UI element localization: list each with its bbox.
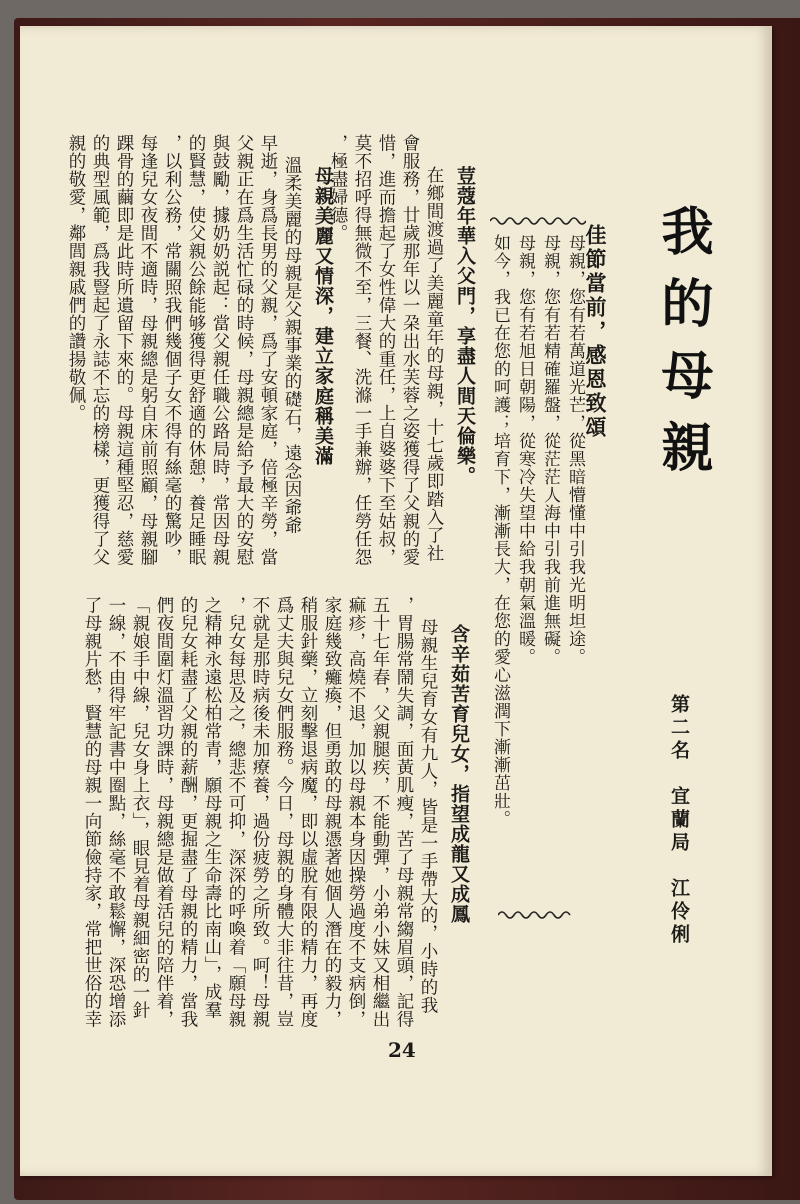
section3-line-10: 之精神永遠松柏常青，願母親之生命壽比南山」，成羣 xyxy=(202,596,222,1020)
section3-line-11: 的兒女耗盡了父親的薪酬，更掘盡了母親的精力，當我 xyxy=(178,596,198,1028)
section3-line-5: 家庭幾致癱瘓，但勇敢的母親憑著她個人潛在的毅力， xyxy=(322,596,342,1028)
section1-line-2: 會服務，廿歲那年以一朶出水芙蓉之姿獲得了父親的愛 xyxy=(400,134,420,566)
section3-line-14: 一線，不由得牢記書中圈點，絲毫不敢鬆懈，深恐增添 xyxy=(106,596,126,1028)
section3-line-9: ，兒女每思及之，總悲不可抑，深深的呼喚着「願母親 xyxy=(226,596,246,1028)
section2-line-5: 的賢慧，使父親公餘能够獲得更舒適的休憩，養足睡眠 xyxy=(186,134,206,566)
section2-line-6: ，以利公務，常關照我們幾個子女不得有絲毫的驚吵， xyxy=(162,134,182,566)
section1-line-4: 莫不招呼得無微不至，三餐、洗滌一手兼辦，任勞任怨 xyxy=(352,134,372,566)
section3-heading: 含辛茹苦育兒女，指望成龍又成鳳 xyxy=(448,624,470,924)
section3-line-3: 五十七年春，父親腿疾，不能動彈，小弟小妹又相繼出 xyxy=(370,596,390,1028)
section1-line-3: 惜，進而擔起了女性偉大的重任，上自婆婆下至姑叔， xyxy=(376,134,396,566)
section1-line-5: ，極盡婦德。 xyxy=(328,134,348,242)
section3-line-4: 痲疹，高燒不退，加以母親本身因操勞過度不支病倒， xyxy=(346,596,366,1028)
section3-line-7: 爲丈夫與兒女們服務。今日，母親的身體大非往昔，豈 xyxy=(274,596,294,1028)
book-page xyxy=(20,26,772,1176)
poem-line-3: 母親，您有若旭日朝陽，從寒冷失望中給我朝氣溫暖。 xyxy=(515,234,535,666)
section2-line-3: 父親正在爲生活忙碌的時候，母親總是給予最大的安慰 xyxy=(234,134,254,566)
section3-line-2: ，胃腸常鬧失調，面黃肌瘦，苦了母親常縐眉頭，記得 xyxy=(394,596,414,1028)
poem-heading: 佳節當前，感恩致頌 xyxy=(583,224,607,440)
section2-line-8: 踝骨的繭即是此時所遺留下來的。母親這種堅忍，慈愛 xyxy=(114,134,134,566)
section3-line-8: 不就是那時病後未加療養，過份疲勞之所致。呵！母親 xyxy=(250,596,270,1028)
poem-line-2: 母親，您有若精確羅盤，從茫茫人海中引我前進無礙。 xyxy=(540,234,560,666)
section1-line-1: 在鄉間渡過了美麗童年的母親，十七歲即踏入了社 xyxy=(424,166,444,562)
section3-line-12: 們夜間圍灯溫習功課時，母親總是做着活兒的陪伴着， xyxy=(154,596,174,1028)
section2-line-9: 的典型風範，爲我豎起了永誌不忘的榜樣，更獲得了父 xyxy=(90,134,110,566)
section2-line-7: 每逢兒女夜間不適時，母親總是躬自床前照顧，母親腳 xyxy=(138,134,158,566)
section3-line-13: 「親娘手中線，兒女身上衣」，眼見着母親細密的一針 xyxy=(130,596,150,1020)
decorative-squiggle-bottom xyxy=(498,908,574,922)
section3-line-6: 稍服針藥，立刻擊退病魔，即以虛脫有限的精力，再度 xyxy=(298,596,318,1028)
section2-heading: 母親美麗又情深，建立家庭稱美滿 xyxy=(312,166,334,466)
section2-line-1: 溫柔美麗的母親是父親事業的礎石，遠念因爺爺 xyxy=(282,156,302,534)
poem-line-4: 如今，我已在您的呵護；培育下，漸漸長大，在您的愛心滋潤下漸漸茁壯。 xyxy=(490,234,510,828)
section3-line-15: 了母親片愁，賢慧的母親一向節儉持家，常把世俗的幸 xyxy=(82,596,102,1028)
poem-line-1: 母親，您有若萬道光芒，從黑暗懵懂中引我光明坦途。 xyxy=(565,234,585,666)
section3-line-1: 母親生兒育女有九人，皆是一手帶大的，小時的我 xyxy=(418,618,438,1014)
section2-line-2: 早逝，身爲長男的父親，爲了安頓家庭，倍極辛勞，當 xyxy=(258,134,278,566)
article-title: 我的母親 xyxy=(652,204,712,492)
page-number: 24 xyxy=(388,1038,416,1062)
section2-line-4: 與鼓勵，據奶奶説起：當父親任職公路局時，常因母親 xyxy=(210,134,230,566)
decorative-squiggle-top xyxy=(490,214,586,228)
author-byline: 第二名 宜蘭局 江伶俐 xyxy=(668,694,690,947)
section1-heading: 荳蔻年華入父門，享盡人間天倫樂。 xyxy=(454,166,476,486)
section2-line-10: 親的敬愛，鄰閭親戚們的讚揚敬佩。 xyxy=(66,134,86,422)
